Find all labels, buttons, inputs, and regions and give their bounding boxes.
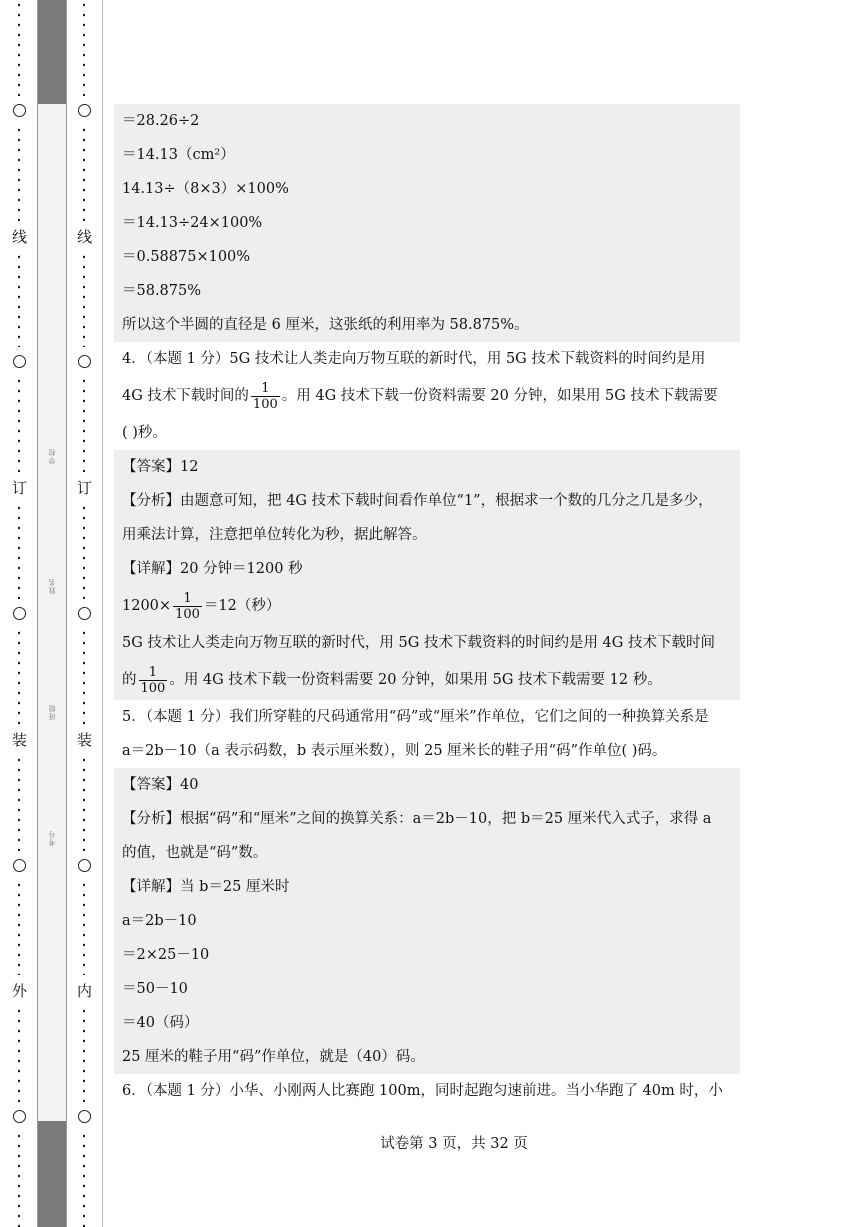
- detail-text: 【详解】当 b＝25 厘米时: [122, 879, 290, 895]
- solution-line: ＝28.26÷2: [122, 113, 200, 129]
- question-4: [122, 342, 740, 450]
- solution-conclusion: 所以这个半圆的直径是 6 厘米，这张纸的利用率为 58.875%。: [122, 317, 529, 333]
- binding-char: 订: [75, 480, 93, 496]
- question-6: [122, 1074, 740, 1108]
- analysis-text: 用乘法计算，注意把单位转化为秒，据此解答。: [122, 527, 427, 543]
- answer-label: 【答案】40: [122, 777, 199, 793]
- fraction: $\frac{1}{100}$: [175, 590, 200, 622]
- solution-line: ＝0.58875×100%: [122, 249, 251, 265]
- solution-line: ＝14.13÷24×100%: [122, 215, 263, 231]
- question-5: [122, 700, 740, 768]
- binding-hole-icon: [13, 607, 26, 620]
- binding-char: 外: [10, 983, 28, 999]
- binding-hole-icon: [78, 607, 91, 620]
- exam-content: [122, 104, 740, 1108]
- answer-block: [114, 450, 740, 700]
- strip-label: 学校: [48, 448, 56, 464]
- detail-text: 【详解】20 分钟＝1200 秒: [122, 561, 303, 577]
- calc-step: ＝50－10: [122, 981, 188, 997]
- binding-char: 装: [75, 731, 93, 747]
- question-text: 6．（本题 1 分）小华、小刚两人比赛跑 100m，同时起跑匀速前进。当小华跑了 40m 时，小: [122, 1083, 723, 1099]
- binding-hole-icon: [78, 859, 91, 872]
- analysis-text: 【分析】根据“码”和“厘米”之间的换算关系：a＝2b－10，把 b＝25 厘米代入式子，求得 a: [122, 811, 712, 827]
- binding-hole-icon: [13, 859, 26, 872]
- strip-label: 考号: [48, 830, 56, 846]
- analysis-text: 的值，也就是“码”数。: [122, 845, 268, 861]
- outer-binding-line: [4, 0, 34, 1227]
- binding-char: 线: [75, 228, 93, 244]
- solution-line: 14.13÷（8×3）×100%: [122, 181, 289, 197]
- calc-line: 1200× $\frac{1}{100}$ ＝12（秒）: [122, 590, 281, 622]
- conclusion-text: 5G 技术让人类走向万物互联的新时代，用 5G 技术下载资料的时间约是用 4G 技术下载时间: [122, 635, 715, 651]
- binding-hole-icon: [13, 104, 26, 117]
- calc-step: ＝40（码）: [122, 1015, 199, 1031]
- binding-char: 线: [10, 228, 28, 244]
- binding-char: 内: [75, 983, 93, 999]
- binding-char: 订: [10, 480, 28, 496]
- answer-block: [114, 768, 740, 1074]
- binding-hole-icon: [13, 355, 26, 368]
- question-text: 4．（本题 1 分）5G 技术让人类走向万物互联的新时代，用 5G 技术下载资料的时间约是用: [122, 351, 706, 367]
- solution-line: ＝14.13（cm²）: [122, 147, 235, 163]
- conclusion-text: 的 $\frac{1}{100}$ 。用 4G 技术下载一份资料需要 20 分钟，如果用 5G 技术下载需要 12 秒。: [122, 664, 662, 696]
- fraction: $\frac{1}{100}$: [252, 380, 278, 412]
- question-blank: ( )秒。: [122, 425, 167, 441]
- binding-char: 装: [10, 731, 28, 747]
- calc-step: a＝2b－10: [122, 913, 197, 929]
- solution-line: ＝58.875%: [122, 283, 202, 299]
- question-text: a＝2b－10（a 表示码数，b 表示厘米数），则 25 厘米长的鞋子用“码”作单位( )码。: [122, 743, 667, 759]
- binding-hole-icon: [78, 104, 91, 117]
- binding-hole-icon: [78, 355, 91, 368]
- fraction: $\frac{1}{100}$: [140, 664, 166, 696]
- inner-binding-line: [69, 0, 99, 1227]
- strip-label: 姓名: [48, 578, 56, 594]
- answer-label: 【答案】12: [122, 459, 199, 475]
- page-footer: 试卷第 3 页，共 32 页: [380, 1136, 528, 1152]
- conclusion-text: 25 厘米的鞋子用“码”作单位，就是（40）码。: [122, 1049, 425, 1065]
- binding-hole-icon: [13, 1110, 26, 1123]
- analysis-text: 【分析】由题意可知，把 4G 技术下载时间看作单位“1”，根据求一个数的几分之几是多少，: [122, 493, 713, 509]
- question-text: 4G 技术下载时间的 $\frac{1}{100}$ 。用 4G 技术下载一份资料需要 20 分钟，如果用 5G 技术下载需要: [122, 380, 718, 412]
- binding-hole-icon: [78, 1110, 91, 1123]
- solution-block: [114, 104, 740, 342]
- calc-step: ＝2×25－10: [122, 947, 210, 963]
- question-text: 5．（本题 1 分）我们所穿鞋的尺码通常用“码”或“厘米”作单位，它们之间的一种换算关系是: [122, 709, 709, 725]
- student-info-strip: [37, 0, 67, 1227]
- strip-label: 班级: [48, 704, 56, 720]
